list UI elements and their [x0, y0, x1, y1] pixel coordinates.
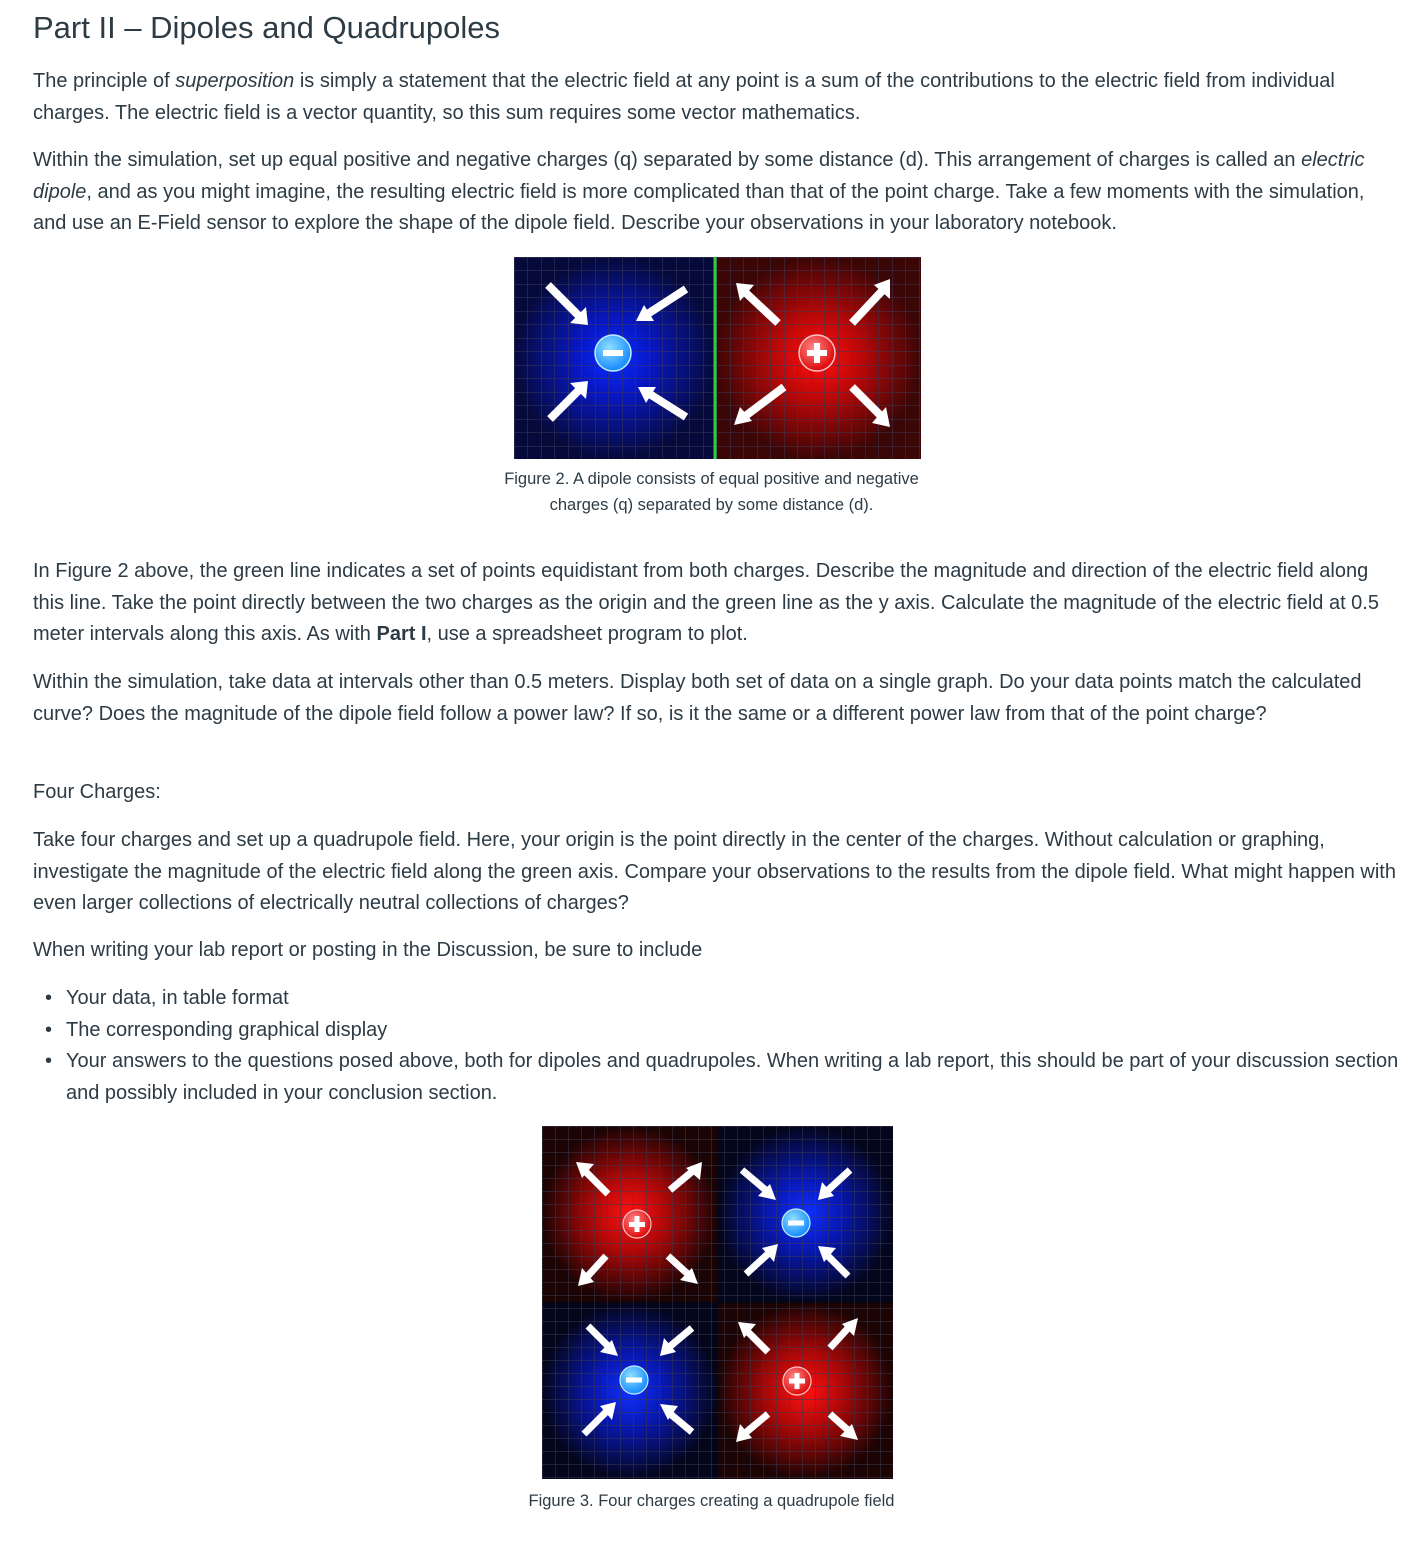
negative-charge	[620, 1366, 648, 1394]
emphasis-electric-dipole: electric dipole	[33, 149, 1365, 203]
dipole-field-svg	[514, 257, 921, 459]
text-span: , use a spreadsheet program to plot.	[426, 623, 748, 645]
text-span: In Figure 2 above, the green line indicates a set of points equidistant from both charges. Describe the magnitude and direction of the electric field along this line. Take the point directly between the two charges as the origin and the green line as the y axis. Calculate the magnitude of the electric field at 0.5 meter intervals along this axis. As with	[33, 560, 1379, 645]
report-checklist	[33, 983, 1403, 1109]
negative-charge	[782, 1209, 810, 1237]
text-span: is simply a statement that the electric field at any point is a sum of the contributions to the electric field from individual charges. The electric field is a vector quantity, so this sum requires some vector mathematics.	[33, 70, 1335, 124]
figure-3-caption: Figure 3. Four charges creating a quadrupole field	[528, 1492, 895, 1510]
text-span: Within the simulation, set up equal positive and negative charges (q) separated by some distance (d). This arrangement of charges is called an	[33, 149, 1302, 171]
list-item	[33, 1046, 1403, 1109]
text-span: , and as you might imagine, the resulting electric field is more complicated than that of the point charge. Take a few moments with the simulation, and use an E-Field sensor to explore the shape of the dipole field. Describe your observations in your laboratory notebook.	[33, 180, 1365, 234]
minus-sign-icon	[603, 350, 623, 356]
caption-line: charges (q) separated by some distance (d).	[549, 496, 874, 514]
figure-3-quadrupole-image	[542, 1126, 893, 1479]
list-item	[33, 1015, 1403, 1047]
negative-charge	[595, 335, 631, 371]
bullet-icon: •	[45, 1050, 53, 1072]
grid-overlay	[514, 257, 921, 459]
bold-part-i: Part I	[376, 623, 427, 645]
caption-line: Figure 2. A dipole consists of equal positive and negative	[504, 470, 919, 488]
minus-sign-icon	[788, 1221, 804, 1226]
positive-charge	[799, 335, 835, 371]
figure-2-caption	[470, 466, 953, 518]
page-title: Part II – Dipoles and Quadrupoles	[33, 10, 500, 45]
plus-sign-vertical	[795, 1373, 800, 1389]
paragraph-green-line	[33, 556, 1403, 651]
text-span: The principle of	[33, 70, 176, 92]
paragraph-report-intro: When writing your lab report or posting in the Discussion, be sure to include	[33, 939, 703, 961]
paragraph-superposition	[33, 66, 1403, 129]
paragraph-four-charges-heading: Four Charges:	[33, 781, 161, 803]
quadrupole-field-svg	[542, 1126, 893, 1479]
plus-sign-vertical	[635, 1216, 640, 1232]
list-item-text: Your answers to the questions posed above, both for dipoles and quadrupoles. When writing a lab report, this should be part of your discussion section and possibly included in your conclusion section.	[66, 1050, 1399, 1104]
figure-2-dipole-image	[514, 257, 921, 459]
bullet-icon: •	[45, 987, 53, 1009]
list-item	[33, 983, 1403, 1015]
paragraph-quadrupole: Take four charges and set up a quadrupole field. Here, your origin is the point directly in the center of the charges. Without calculation or graphing, investigate the magnitude of the electric field along the green axis. Compare your observations to the results from the dipole field. What might happen with even larger collections of electrically neutral collections of charges?	[33, 829, 1396, 914]
minus-sign-icon	[626, 1378, 642, 1383]
positive-charge	[623, 1210, 651, 1238]
paragraph-dipole-setup	[33, 145, 1403, 240]
paragraph-data-intervals: Within the simulation, take data at intervals other than 0.5 meters. Display both set of data on a single graph. Do your data points match the calculated curve? Does the magnitude of the dipole field follow a power law? If so, is it the same or a different power law from that of the point charge?	[33, 671, 1362, 725]
emphasis-superposition: superposition	[175, 70, 295, 92]
bullet-icon: •	[45, 1018, 53, 1041]
list-item-text: Your data, in table format	[66, 987, 289, 1009]
positive-charge	[783, 1367, 811, 1395]
plus-sign-vertical	[814, 343, 820, 363]
list-item-text: The corresponding graphical display	[66, 1018, 388, 1041]
